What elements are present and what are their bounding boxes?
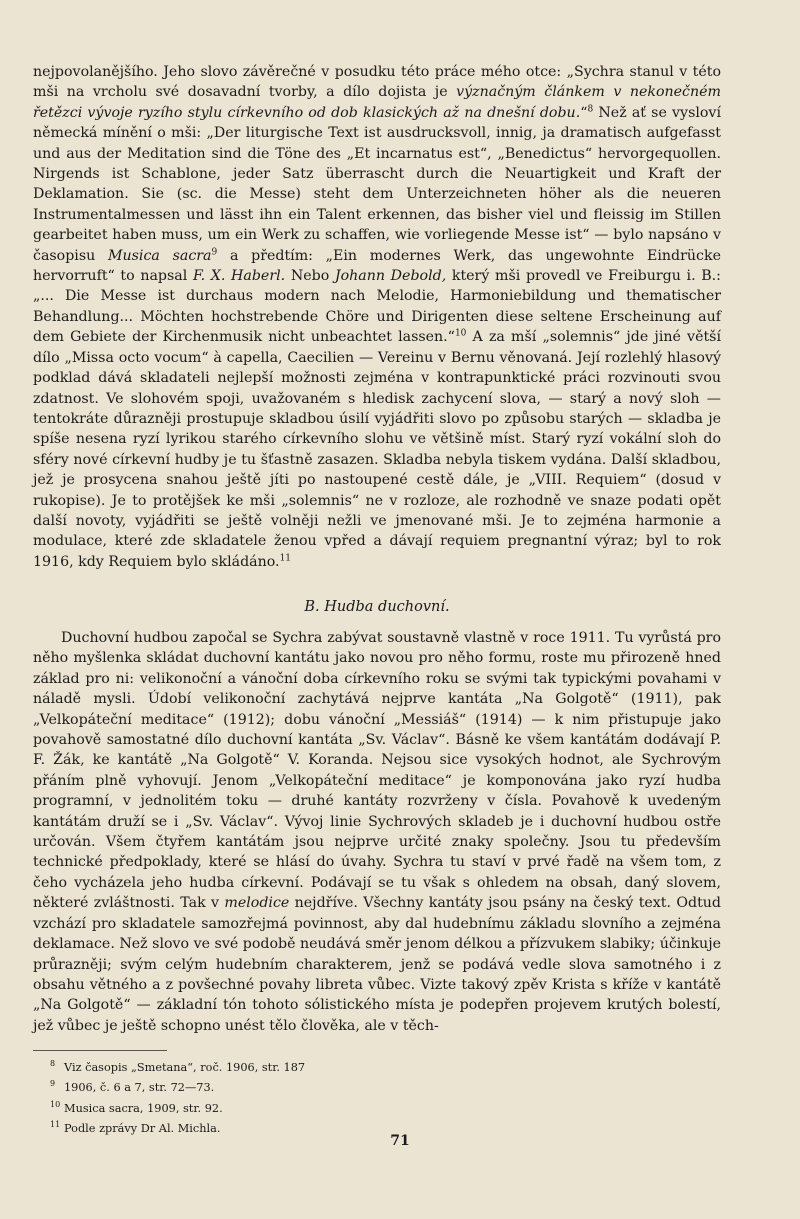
- text-fragment: nejdříve. Všechny kantáty jsou psány na český text. Odtud vzchází pro skladatele samozřejmá povinnost, aby dal hudebnímu základu slovního a zejména deklamace. Než slovo ve své podobě neudává směr jenom délkou a přízvukem slabiky; účinkuje průrazněji; svým celým hudebním charakterem, jenž se podává vedle slova samotného i z obsahu větného a z povšechné povahy libreta vůbec. Vizte takový zpěv Krista s kříže v kantátě „Na Golgotě“ — základní tón tohoto sólistického místa je podepřen projevem krutých bolestí, jež vůbec je ještě schopno unést tělo člověka, ale v těch-: [33, 895, 721, 1034]
- text-fragment: melodice: [224, 895, 290, 912]
- page-number: 71: [390, 1133, 410, 1149]
- footnote-ref: 8: [587, 104, 594, 115]
- footnote-11: $^{11}$ Podle zprávy Dr Al. Michla.: [50, 1120, 221, 1135]
- footnote-ref: 9: [211, 246, 218, 257]
- text-fragment: nejpovolanějšího. Jeho slovo závěrečné v posudku této práce mého otce: „Sychra stanul v této mši na vrcholu své dosavadní tvorby, a dílo dojista je: [33, 64, 721, 101]
- text-fragment: A za mší „solemnis“ jde jiné větší dílo „Missa octo vocum“ à capella, Caecilien — Vereinu v Bernu věnovaná. Její rozlehlý hlasový podklad dává skladateli nejlepší možnosti zejména v kontrapunktické práci rozvinouti svou zdatnost. Ve slohovém spoji, uvažovaném s hledisk zachycení slova, — starý a nový sloh — tentokráte důrazněji prostupuje skladbou úsilí vyjádřiti slovo po způsobu starých — skladba je spíše nesena ryzí lyrikou starého církevního slohu ve většině míst. Starý ryzí vokální sloh do sféry nové církevní hudby je tu šťastně zasazen. Skladba nebyla tiskem vydána. Další skladbou, jež je prosycena snahou ještě jíti po nastoupené cestě dále, je „VIII. Requiem“ (dosud v rukopise). Je to protějšek ke mši „solemnis“ ne v rozloze, ale rozhodně ve snaze podati opět další novoty, vyjádřiti se ještě volněji nežli ve jmenované mši. Je to zejména harmonie a modulace, které zde skladatele ženou vpřed a dávají requiem pregnantní výraz; byl to rok 1916, kdy Requiem bylo skládáno.: [33, 329, 721, 570]
- body-paragraph-1: [33, 62, 721, 572]
- body-paragraph-2: [33, 628, 721, 1036]
- text-fragment: Než ať se vysloví německá mínění o mši: „Der liturgische Text ist ausdrucksvoll, innig, ja dramatisch aufgefasst und aus der Meditation sind die Töne des „Et incarnatus est“, „Benedictus“ hervorgequollen. Nirgends ist Schablone, jeder Satz überrascht durch die Neuartigkeit und Kraft der Deklamation. Sie (sc. die Messe) steht dem Unterzeichneten höher als die neueren Instrumentalmessen und lässt ihn ein Talent erkennen, das bisher viel und fleissig im Stillen gearbeitet haben muss, um ein Werk zu schaffen, wie vorliegende Messe ist“ — bylo napsáno v časopisu: [33, 104, 721, 264]
- footnote-9: $^9$ 1906, č. 6 a 7, str. 72—73.: [50, 1079, 215, 1095]
- footnote-ref: 11: [279, 553, 292, 564]
- footnotes: [50, 1056, 610, 1137]
- text-fragment: F. X. Haberl.: [192, 268, 286, 285]
- text-fragment: který mši provedl ve Freiburgu i. B.: „... Die Messe ist durchaus modern nach Melodie, Harmoniebildung und thematischer Behandlung... Möchten hochstrebende Chöre und Dirigenten diese seltene Erscheinung auf dem Gebiete der Kirchenmusik nicht unbeachtet lassen.“: [33, 268, 721, 346]
- footnote-divider: [33, 1050, 167, 1051]
- footnote-8: $^8$ Viz časopis „Smetana“, roč. 1906, str. 187: [50, 1059, 306, 1074]
- text-fragment: význačným článkem v nekonečném řetězci vývoje ryzího stylu církevního od dob klasických až na dnešní dobu.: [33, 84, 721, 121]
- text-fragment: Musica sacra: [107, 247, 212, 264]
- text-fragment: Johann Debold,: [334, 268, 447, 285]
- text-fragment: a předtím: „Ein modernes Werk, das ungewohnte Eindrücke hervorruft“ to napsal: [33, 247, 721, 285]
- footnote-10: $^{10}$ Musica sacra, 1909, str. 92.: [50, 1099, 223, 1115]
- text-fragment: Duchovní hudbou započal se Sychra zabývat soustavně vlastně v roce 1911. Tu vyrůstá pro něho myšlenka skládat duchovní kantátu jako novou pro něho formu, roste mu přirozeně hned základ pro ni: velikonoční a vánoční doba církevního roku se svými tak typickými povahami v náladě mysli. Údobí velikonoční zachytává nejprve kantáta „Na Golgotě“ (1911), pak „Velkopáteční meditace“ (1912); dobu vánoční „Messiáš“ (1914) — k nim přistupuje jako povahově samostatné dílo duchovní kantáta „Sv. Václav“. Básně ke všem kantátám dodávají P. F. Žák, ke kantátě „Na Golgotě“ V. Koranda. Nejsou sice vysokých hodnot, ale Sychrovým přáním plně vyhovují. Jenom „Velkopáteční meditace“ je komponována jako ryzí hudba programní, v jednolitém toku — druhé kantáty rozvrženy v čísla. Povahově k uvedeným kantátám druží se i „Sv. Václav“. Vývoj linie Sychrových skladeb je i duchovní hudbou ostře určován. Všem čtyřem kantátám jsou nejprve určité znaky společny. Jsou tu především technické předpoklady, které se hlásí do úvahy. Sychra tu staví v prvé řadě na všem tom, z čeho vycházela jeho hudba církevní. Podávají se tu však s ohledem na obsah, daný slovem, některé zvláštnosti. Tak v: [33, 630, 721, 912]
- text-fragment: Nebo: [285, 268, 335, 285]
- footnote-ref: 10: [454, 328, 467, 339]
- section-heading: B. Hudba duchovní.: [304, 599, 450, 615]
- text-fragment: “: [580, 104, 588, 121]
